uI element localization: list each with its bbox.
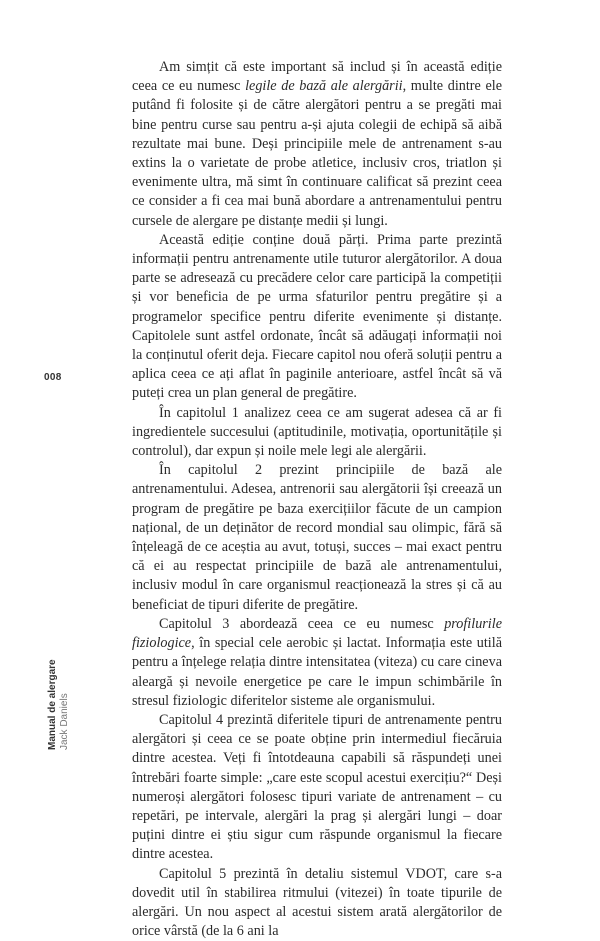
paragraph-1: Am simțit că este important să includ și în această ediție ceea ce eu numesc legile de bază ale alergării, multe dintre ele putând fi folosite și de către alergători pentru a se pregăti mai bine pentru curse sau pentru a-și ajuta colegii de echipă să aibă rezultate mai bune. Deși principiile mele de antrenament s-au extins la o varietate de probe atletice, inclusiv cros, triatlon și evenimente ultra, mă simt în continuare calificat să prezint ceea ce consider a fi cea mai bună abordare a antrenamentului pentru cursele de alergare pe distanțe medii și lungi. [132, 59, 502, 229]
paragraph-2: Această ediție conține două părți. Prima parte prezintă informații pentru antrenamente utile tuturor alergătorilor. A doua parte se adresează cu precădere celor care participă la competiții și vor beneficia de pe urma sfaturilor pentru pregătire și a programelor specifice pentru diferite evenimente și distanțe. Capitolele sunt astfel ordonate, încât să adăugați informații noi la conținutul oferit deja. Fiecare capitol nou oferă soluții pentru a aplica ceea ce ați aflat în paginile anterioare, astfel încât să vă puteți crea un plan general de pregătire. [132, 231, 502, 402]
paragraph-7: Capitolul 5 prezintă în detaliu sistemul VDOT, care s-a dovedit util în stabilirea ritmului (vitezei) în toate tipurile de alergări. Un nou aspect al acestui sistem arată alergătorilor de orice vârstă (de la 6 ani la [132, 865, 502, 940]
paragraph-4: În capitolul 2 prezint principiile de bază ale antrenamentului. Adesea, antrenorii sau alergătorii își creează un program de pregătire pe baza exercițiilor făcute de un campion național, de un deținător de record mondial sau olimpic, fără să înțeleagă de ce aceștia au avut, totuși, succes – mai exact pentru că ei au respectat principiile de bază ale antrenamentului, inclusiv modul în care organismul reacționează la stres și că au beneficiat de tipuri diferite de pregătire. [132, 462, 502, 613]
paragraph-3: În capitolul 1 analizez ceea ce am sugerat adesea că ar fi ingredientele succesului (aptitudinile, motivația, oportunitățile și controlul), dar expun și noile mele legi ale alergării. [132, 404, 502, 460]
book-title: Manual de alergare [47, 659, 58, 750]
page-number: 008 [44, 372, 62, 383]
running-footer [47, 659, 71, 750]
emphasis-legile-de-baza: legile de bază ale alergării [245, 78, 403, 95]
paragraph-5: Capitolul 3 abordează ceea ce eu numesc profilurile fiziologice, în special cele aerobic și lactat. Informația este utilă pentru a înțelege relația dintre intensitatea (viteza) cu care cineva aleargă și nevoile energetice pe care le impun schimbările în stresul fiziologic diferitelor sisteme ale organismului. [132, 615, 502, 709]
emphasis-profilurile-fiziologice: profilurile fiziologice [132, 615, 502, 652]
paragraph-6: Capitolul 4 prezintă diferitele tipuri de antrenamente pentru alergători și ceea ce se poate obține prin intermediul fiecăruia dintre acestea. Veți fi întotdeauna capabili să răspundeți unei întrebări foarte simple: „care este scopul acestui exercițiu?“ Deși numeroși alergători folosesc tipuri variate de antrenament – cu repetări, pe intervale, alergări la prag și alergări lungi – doar puțini dintre ei știu sigur cum răspunde organismul la fiecare dintre acestea. [132, 711, 502, 863]
body-text [132, 58, 502, 941]
author-name: Jack Daniels [59, 693, 70, 750]
